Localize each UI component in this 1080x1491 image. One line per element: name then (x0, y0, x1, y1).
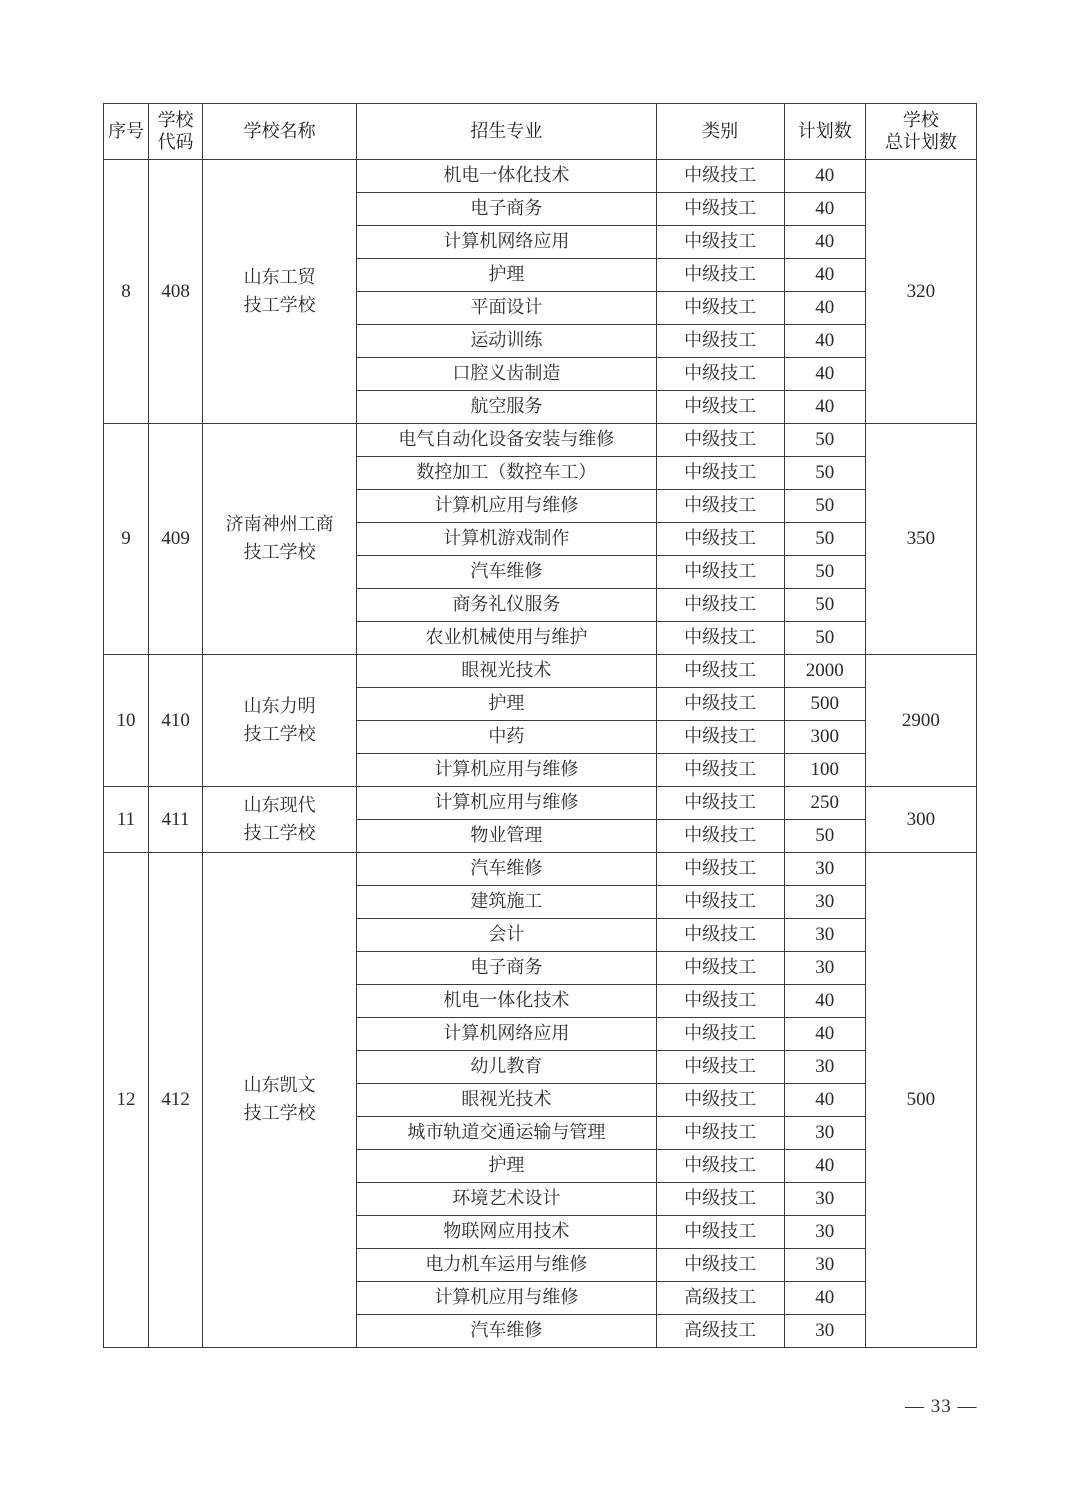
major-plan-count: 30 (784, 853, 865, 886)
school-total-plan: 300 (865, 787, 976, 853)
major-plan-count: 30 (784, 1051, 865, 1084)
school-seq: 8 (104, 160, 149, 424)
major-category: 中级技工 (656, 952, 784, 985)
page-number: — 33 — (905, 1396, 978, 1417)
major-plan-count: 40 (784, 391, 865, 424)
major-name: 眼视光技术 (357, 1084, 656, 1117)
school-name (203, 787, 357, 853)
major-plan-count: 40 (784, 160, 865, 193)
table-row (104, 424, 977, 457)
major-plan-count: 40 (784, 985, 865, 1018)
table-row (104, 853, 977, 886)
major-name: 计算机网络应用 (357, 226, 656, 259)
major-plan-count: 40 (784, 358, 865, 391)
major-name: 航空服务 (357, 391, 656, 424)
major-plan-count: 40 (784, 259, 865, 292)
major-plan-count: 30 (784, 919, 865, 952)
major-plan-count: 30 (784, 1216, 865, 1249)
school-code: 411 (149, 787, 203, 853)
major-category: 中级技工 (656, 325, 784, 358)
major-name: 中药 (357, 721, 656, 754)
school-name (203, 853, 357, 1348)
major-plan-count: 50 (784, 490, 865, 523)
major-category: 中级技工 (656, 754, 784, 787)
major-category: 中级技工 (656, 886, 784, 919)
major-category: 中级技工 (656, 820, 784, 853)
school-total-plan: 500 (865, 853, 976, 1348)
major-name: 汽车维修 (357, 853, 656, 886)
major-category: 中级技工 (656, 1117, 784, 1150)
major-plan-count: 30 (784, 1117, 865, 1150)
major-plan-count: 30 (784, 1315, 865, 1348)
major-category: 中级技工 (656, 193, 784, 226)
major-category: 中级技工 (656, 1051, 784, 1084)
school-code: 410 (149, 655, 203, 787)
major-plan-count: 40 (784, 1018, 865, 1051)
major-plan-count: 500 (784, 688, 865, 721)
major-category: 中级技工 (656, 1249, 784, 1282)
major-name: 会计 (357, 919, 656, 952)
major-plan-count: 50 (784, 457, 865, 490)
major-name: 计算机应用与维修 (357, 754, 656, 787)
major-plan-count: 40 (784, 193, 865, 226)
major-category: 中级技工 (656, 1216, 784, 1249)
major-category: 中级技工 (656, 721, 784, 754)
major-category: 中级技工 (656, 490, 784, 523)
major-name: 汽车维修 (357, 1315, 656, 1348)
major-category: 中级技工 (656, 919, 784, 952)
header-major: 招生专业 (357, 104, 656, 160)
header-school-total-line1: 学校 (902, 109, 939, 131)
major-name: 机电一体化技术 (357, 985, 656, 1018)
school-seq: 9 (104, 424, 149, 655)
major-category: 中级技工 (656, 556, 784, 589)
major-category: 中级技工 (656, 589, 784, 622)
major-plan-count: 250 (784, 787, 865, 820)
header-school-code-line2: 代码 (157, 131, 194, 153)
major-plan-count: 30 (784, 1183, 865, 1216)
major-name: 护理 (357, 1150, 656, 1183)
school-name-line1: 山东力明 (243, 695, 316, 717)
school-name-line2: 技工学校 (243, 294, 316, 316)
major-category: 中级技工 (656, 457, 784, 490)
major-name: 农业机械使用与维护 (357, 622, 656, 655)
major-name: 平面设计 (357, 292, 656, 325)
school-name-line1: 济南神州工商 (225, 514, 334, 535)
major-name: 城市轨道交通运输与管理 (357, 1117, 656, 1150)
major-name: 汽车维修 (357, 556, 656, 589)
header-plan: 计划数 (784, 104, 865, 160)
major-category: 中级技工 (656, 688, 784, 721)
school-name-line2: 技工学校 (243, 542, 316, 563)
major-plan-count: 40 (784, 325, 865, 358)
major-category: 中级技工 (656, 853, 784, 886)
major-name: 物联网应用技术 (357, 1216, 656, 1249)
header-school-total (865, 104, 976, 160)
major-category: 中级技工 (656, 160, 784, 193)
major-category: 中级技工 (656, 259, 784, 292)
major-category: 中级技工 (656, 424, 784, 457)
major-plan-count: 100 (784, 754, 865, 787)
major-plan-count: 50 (784, 556, 865, 589)
major-category: 中级技工 (656, 787, 784, 820)
major-name: 计算机应用与维修 (357, 787, 656, 820)
major-category: 中级技工 (656, 1150, 784, 1183)
major-name: 口腔义齿制造 (357, 358, 656, 391)
header-school-name: 学校名称 (203, 104, 357, 160)
school-seq: 12 (104, 853, 149, 1348)
school-code: 408 (149, 160, 203, 424)
major-plan-count: 40 (784, 226, 865, 259)
major-category: 高级技工 (656, 1282, 784, 1315)
header-school-code (149, 104, 203, 160)
school-name-line2: 技工学校 (243, 1103, 316, 1124)
major-name: 计算机应用与维修 (357, 490, 656, 523)
major-name: 幼儿教育 (357, 1051, 656, 1084)
table-row (104, 655, 977, 688)
enrollment-plan-table (103, 103, 977, 1348)
major-name: 护理 (357, 688, 656, 721)
major-name: 护理 (357, 259, 656, 292)
major-name: 建筑施工 (357, 886, 656, 919)
major-name: 数控加工（数控车工） (357, 457, 656, 490)
major-category: 中级技工 (656, 655, 784, 688)
major-category: 中级技工 (656, 1183, 784, 1216)
major-plan-count: 50 (784, 523, 865, 556)
major-name: 商务礼仪服务 (357, 589, 656, 622)
major-name: 计算机游戏制作 (357, 523, 656, 556)
major-plan-count: 50 (784, 622, 865, 655)
major-name: 环境艺术设计 (357, 1183, 656, 1216)
header-seq: 序号 (104, 104, 149, 160)
major-name: 物业管理 (357, 820, 656, 853)
school-name-line1: 山东工贸 (243, 266, 316, 288)
school-code: 409 (149, 424, 203, 655)
major-name: 机电一体化技术 (357, 160, 656, 193)
major-plan-count: 40 (784, 1282, 865, 1315)
major-plan-count: 40 (784, 1084, 865, 1117)
school-name-line1: 山东现代 (243, 794, 316, 816)
major-category: 中级技工 (656, 1084, 784, 1117)
major-category: 中级技工 (656, 1018, 784, 1051)
school-total-plan: 350 (865, 424, 976, 655)
table-row (104, 787, 977, 820)
table-row (104, 160, 977, 193)
major-name: 运动训练 (357, 325, 656, 358)
school-name (203, 424, 357, 655)
school-seq: 10 (104, 655, 149, 787)
major-name: 计算机应用与维修 (357, 1282, 656, 1315)
major-plan-count: 50 (784, 589, 865, 622)
school-name (203, 655, 357, 787)
school-total-plan: 320 (865, 160, 976, 424)
school-seq: 11 (104, 787, 149, 853)
major-plan-count: 30 (784, 886, 865, 919)
major-plan-count: 300 (784, 721, 865, 754)
school-name-line1: 山东凯文 (243, 1075, 316, 1096)
school-total-plan: 2900 (865, 655, 976, 787)
major-category: 高级技工 (656, 1315, 784, 1348)
school-name-line2: 技工学校 (243, 822, 316, 844)
major-category: 中级技工 (656, 985, 784, 1018)
major-plan-count: 40 (784, 292, 865, 325)
header-school-code-line1: 学校 (157, 109, 194, 131)
major-plan-count: 40 (784, 1150, 865, 1183)
major-name: 电子商务 (357, 193, 656, 226)
school-name (203, 160, 357, 424)
school-name-line2: 技工学校 (243, 723, 316, 745)
major-plan-count: 30 (784, 952, 865, 985)
major-plan-count: 50 (784, 820, 865, 853)
major-name: 眼视光技术 (357, 655, 656, 688)
major-name: 电力机车运用与维修 (357, 1249, 656, 1282)
major-category: 中级技工 (656, 523, 784, 556)
major-category: 中级技工 (656, 292, 784, 325)
major-category: 中级技工 (656, 391, 784, 424)
major-plan-count: 50 (784, 424, 865, 457)
header-school-total-line2: 总计划数 (884, 131, 957, 153)
major-name: 电气自动化设备安装与维修 (357, 424, 656, 457)
major-category: 中级技工 (656, 226, 784, 259)
major-plan-count: 2000 (784, 655, 865, 688)
major-category: 中级技工 (656, 622, 784, 655)
major-name: 电子商务 (357, 952, 656, 985)
school-code: 412 (149, 853, 203, 1348)
header-category: 类别 (656, 104, 784, 160)
major-plan-count: 30 (784, 1249, 865, 1282)
table-header-row (104, 104, 977, 160)
major-name: 计算机网络应用 (357, 1018, 656, 1051)
table-body (104, 160, 977, 1348)
major-category: 中级技工 (656, 358, 784, 391)
